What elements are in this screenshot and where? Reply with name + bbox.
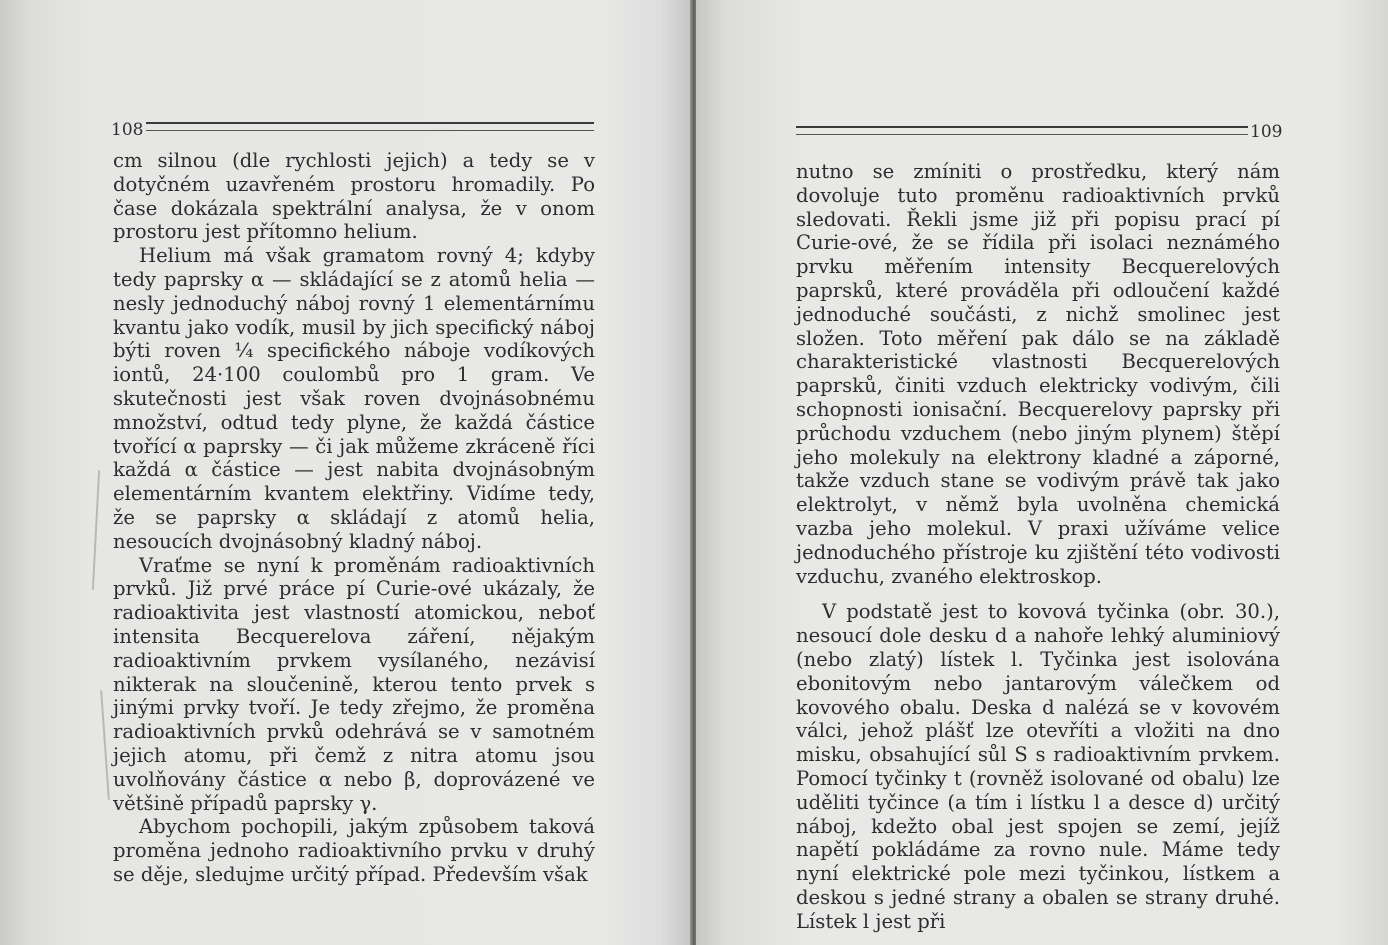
paragraph: nutno se zmíniti o prostředku, který nám dovoluje tuto proměnu radioaktivních prvků sledovati. Řekli jsme již při popisu prací pí Curie-ové, že se řídila při isolaci neznámého prvku měřením intensity Becquerelových paprsků, které prováděla při odloučení každé jednoduché součásti, z nichž smolinec jest složen. Toto měření pak dálo se na základě charakteristické vlastnosti Becquerelových paprsků, činiti vzduch elektricky vodivým, čili schopnosti ionisační. Becquerelovy paprsky při průchodu vzduchem (nebo jiným plynem) štěpí jeho molekuly na elektrony kladné a záporné, takže vzduch stane se vodivým právě tak jako elektrolyt, v němž byla uvolněna chemická vazba jeho molekul. V praxi užíváme velice jednoduchého přístroje ku zjištění této vodivosti vzduchu, zvaného elektroskop. — [796, 160, 1280, 588]
header-rule — [146, 122, 594, 131]
paragraph: Vraťme se nyní k proměnám radioaktivních prvků. Již prvé práce pí Curie-ové ukázaly, že radioaktivita jest vlastností atomickou, neboť intensita Becquerelova záření, nějakým radioaktivním prvkem vysílaného, nezávisí nikterak na sloučenině, kterou tento prvek s jinými prvky tvoří. Je tedy zřejmo, že proměna radioaktivních prvků odehrává se v samotném jejich atomu, při čemž z nitra atomu jsou uvolňovány částice α nebo β, doprovázené ve většině případů paprsky γ. — [113, 553, 595, 815]
pencil-mark — [100, 690, 110, 800]
paragraph: V podstatě jest to kovová tyčinka (obr. 30.), nesoucí dole desku d a nahoře lehký aluminiový (nebo zlatý) lístek l. Tyčinka jest isolována ebonitovým nebo jantarovým válečkem od kovového obalu. Deska d nalézá se v kovovém válci, jehož plášť lze otevříti a vložiti na dno misku, obsahující sůl S s radioaktivním prvkem. Pomocí tyčinky t (rovněž isolované od obalu) lze uděliti tyčince (a tím i lístku l a desce d) určitý náboj, kdežto obal jest spojen se zemí, jejíž napětí pokládáme za rovno nule. Máme tedy nyní elektrické pole mezi tyčinkou, lístkem a deskou s jedné strany a obalen se strany druhé. Lístek l jest při — [796, 600, 1280, 933]
header-rule — [796, 126, 1248, 135]
left-page — [0, 0, 693, 945]
page-number: 108 — [111, 120, 144, 140]
paragraph: Helium má však gramatom rovný 4; kdyby tedy paprsky α — skládající se z atomů helia — nesly jednoduchý náboj rovný 1 elementárnímu kvantu jako vodík, musil by jich specifický náboj býti roven ¼ specifického náboje vodíkových iontů, 24·100 coulombů pro 1 gram. Ve skutečnosti jest však roven dvojnásobnému množství, odtud tedy plyne, že každá částice tvořící α paprsky — či jak můžeme zkráceně říci každá α částice — jest nabita dvojnásobným elementárním kvantem elektřiny. Vidíme tedy, že se paprsky α skládají z atomů helia, nesoucích dvojnásobný kladný náboj. — [113, 244, 595, 553]
right-page-text — [796, 160, 1280, 934]
pencil-mark — [92, 470, 100, 590]
right-page — [696, 0, 1388, 945]
paragraph: Abychom pochopili, jakým způsobem taková proměna jednoho radioaktivního prvku v druhý se děje, sledujme určitý případ. Především však — [113, 815, 595, 886]
left-page-text — [113, 149, 595, 887]
page-number: 109 — [1250, 122, 1283, 142]
paragraph: cm silnou (dle rychlosti jejich) a tedy se v dotyčném uzavřeném prostoru hromadily. Po čase dokázala spektrální analysa, že v onom prostoru jest přítomno helium. — [113, 149, 595, 244]
